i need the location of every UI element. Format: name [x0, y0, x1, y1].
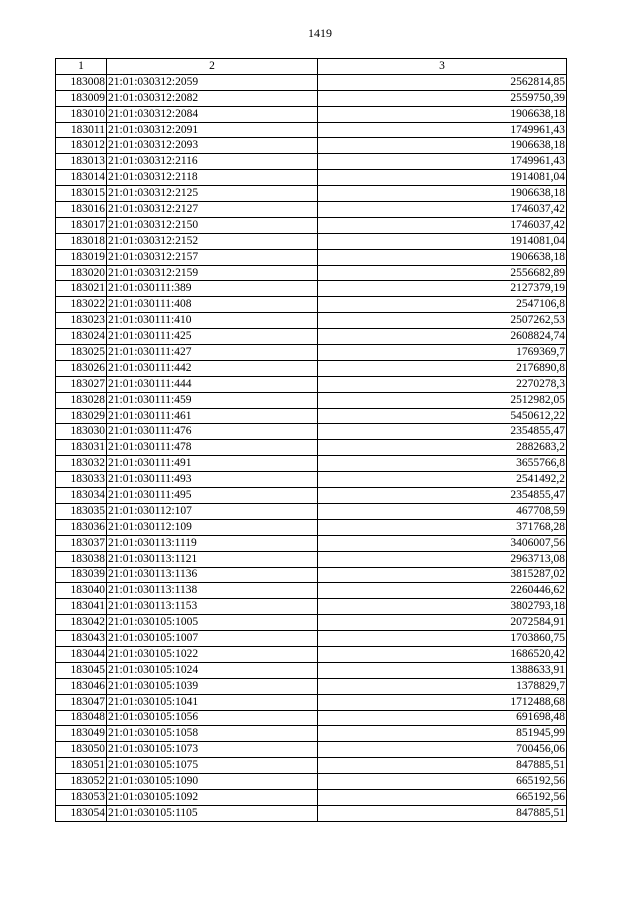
- cadastral-number-cell: 21:01:030111:408: [107, 297, 318, 313]
- table-row: [56, 519, 567, 535]
- value-cell: 1906638,18: [318, 138, 567, 154]
- row-number-cell: 183033: [56, 472, 107, 488]
- header-row: [56, 59, 567, 75]
- cadastral-number-cell: 21:01:030312:2150: [107, 217, 318, 233]
- table-row: [56, 217, 567, 233]
- row-number-cell: 183049: [56, 726, 107, 742]
- value-cell: 3655766,8: [318, 456, 567, 472]
- table-row: [56, 599, 567, 615]
- row-number-cell: 183041: [56, 599, 107, 615]
- value-cell: 1703860,75: [318, 631, 567, 647]
- cadastral-number-cell: 21:01:030105:1105: [107, 805, 318, 821]
- value-cell: 371768,28: [318, 519, 567, 535]
- row-number-cell: 183039: [56, 567, 107, 583]
- table-row: [56, 281, 567, 297]
- row-number-cell: 183044: [56, 646, 107, 662]
- cadastral-number-cell: 21:01:030312:2082: [107, 90, 318, 106]
- cadastral-number-cell: 21:01:030105:1075: [107, 758, 318, 774]
- cadastral-number-cell: 21:01:030105:1007: [107, 631, 318, 647]
- table-row: [56, 710, 567, 726]
- row-number-cell: 183038: [56, 551, 107, 567]
- cadastral-number-cell: 21:01:030111:476: [107, 424, 318, 440]
- table-row: [56, 74, 567, 90]
- row-number-cell: 183053: [56, 789, 107, 805]
- value-cell: 665192,56: [318, 789, 567, 805]
- cadastral-number-cell: 21:01:030111:425: [107, 329, 318, 345]
- table-row: [56, 313, 567, 329]
- value-cell: 847885,51: [318, 805, 567, 821]
- value-cell: 3802793,18: [318, 599, 567, 615]
- value-cell: 1914081,04: [318, 170, 567, 186]
- cadastral-number-cell: 21:01:030105:1024: [107, 662, 318, 678]
- cadastral-number-cell: 21:01:030105:1092: [107, 789, 318, 805]
- table-row: [56, 297, 567, 313]
- cadastral-number-cell: 21:01:030113:1136: [107, 567, 318, 583]
- table-row: [56, 265, 567, 281]
- table-row: [56, 615, 567, 631]
- value-cell: 1906638,18: [318, 249, 567, 265]
- table-row: [56, 503, 567, 519]
- row-number-cell: 183027: [56, 376, 107, 392]
- row-number-cell: 183047: [56, 694, 107, 710]
- value-cell: 2072584,91: [318, 615, 567, 631]
- row-number-cell: 183018: [56, 233, 107, 249]
- value-cell: 2176890,8: [318, 360, 567, 376]
- cadastral-number-cell: 21:01:030112:109: [107, 519, 318, 535]
- cadastral-number-cell: 21:01:030111:493: [107, 472, 318, 488]
- value-cell: 1906638,18: [318, 186, 567, 202]
- table-row: [56, 233, 567, 249]
- value-cell: 2608824,74: [318, 329, 567, 345]
- table-row: [56, 329, 567, 345]
- cadastral-number-cell: 21:01:030105:1041: [107, 694, 318, 710]
- cadastral-number-cell: 21:01:030111:459: [107, 392, 318, 408]
- column-header-number: 1: [56, 59, 107, 75]
- column-header-value: 3: [318, 59, 567, 75]
- value-cell: 2556682,89: [318, 265, 567, 281]
- row-number-cell: 183026: [56, 360, 107, 376]
- table-row: [56, 567, 567, 583]
- cadastral-number-cell: 21:01:030111:410: [107, 313, 318, 329]
- table-row: [56, 789, 567, 805]
- cadastral-number-cell: 21:01:030312:2091: [107, 122, 318, 138]
- table-row: [56, 662, 567, 678]
- table-row: [56, 742, 567, 758]
- table-row: [56, 488, 567, 504]
- row-number-cell: 183034: [56, 488, 107, 504]
- row-number-cell: 183045: [56, 662, 107, 678]
- cadastral-number-cell: 21:01:030111:461: [107, 408, 318, 424]
- table-row: [56, 408, 567, 424]
- value-cell: 2270278,3: [318, 376, 567, 392]
- cadastral-number-cell: 21:01:030105:1073: [107, 742, 318, 758]
- row-number-cell: 183012: [56, 138, 107, 154]
- value-cell: 2354855,47: [318, 488, 567, 504]
- row-number-cell: 183022: [56, 297, 107, 313]
- cadastral-number-cell: 21:01:030312:2118: [107, 170, 318, 186]
- cadastral-number-cell: 21:01:030105:1022: [107, 646, 318, 662]
- row-number-cell: 183015: [56, 186, 107, 202]
- cadastral-number-cell: 21:01:030111:478: [107, 440, 318, 456]
- row-number-cell: 183050: [56, 742, 107, 758]
- cadastral-number-cell: 21:01:030312:2116: [107, 154, 318, 170]
- cadastral-number-cell: 21:01:030111:491: [107, 456, 318, 472]
- row-number-cell: 183052: [56, 774, 107, 790]
- value-cell: 2354855,47: [318, 424, 567, 440]
- cadastral-number-cell: 21:01:030312:2157: [107, 249, 318, 265]
- table-row: [56, 774, 567, 790]
- row-number-cell: 183035: [56, 503, 107, 519]
- value-cell: 2541492,2: [318, 472, 567, 488]
- table-row: [56, 424, 567, 440]
- cadastral-number-cell: 21:01:030105:1058: [107, 726, 318, 742]
- value-cell: 2127379,19: [318, 281, 567, 297]
- value-cell: 2260446,62: [318, 583, 567, 599]
- cadastral-number-cell: 21:01:030113:1153: [107, 599, 318, 615]
- table-row: [56, 472, 567, 488]
- value-cell: 2507262,53: [318, 313, 567, 329]
- page-number: 1419: [308, 26, 332, 40]
- row-number-cell: 183028: [56, 392, 107, 408]
- table-row: [56, 154, 567, 170]
- row-number-cell: 183040: [56, 583, 107, 599]
- cadastral-number-cell: 21:01:030111:389: [107, 281, 318, 297]
- value-cell: 5450612,22: [318, 408, 567, 424]
- row-number-cell: 183051: [56, 758, 107, 774]
- value-cell: 2512982,05: [318, 392, 567, 408]
- cadastral-number-cell: 21:01:030111:427: [107, 345, 318, 361]
- cadastral-number-cell: 21:01:030111:495: [107, 488, 318, 504]
- table-row: [56, 646, 567, 662]
- row-number-cell: 183019: [56, 249, 107, 265]
- value-cell: 467708,59: [318, 503, 567, 519]
- cadastral-number-cell: 21:01:030113:1138: [107, 583, 318, 599]
- table-row: [56, 805, 567, 821]
- table-row: [56, 122, 567, 138]
- row-number-cell: 183048: [56, 710, 107, 726]
- row-number-cell: 183021: [56, 281, 107, 297]
- row-number-cell: 183025: [56, 345, 107, 361]
- value-cell: 1749961,43: [318, 122, 567, 138]
- value-cell: 1769369,7: [318, 345, 567, 361]
- table-row: [56, 758, 567, 774]
- cadastral-number-cell: 21:01:030105:1056: [107, 710, 318, 726]
- value-cell: 1749961,43: [318, 154, 567, 170]
- table-row: [56, 440, 567, 456]
- table-row: [56, 90, 567, 106]
- table-row: [56, 678, 567, 694]
- table-row: [56, 360, 567, 376]
- row-number-cell: 183030: [56, 424, 107, 440]
- cadastral-number-cell: 21:01:030312:2059: [107, 74, 318, 90]
- table-row: [56, 345, 567, 361]
- row-number-cell: 183009: [56, 90, 107, 106]
- value-cell: 2882683,2: [318, 440, 567, 456]
- value-cell: 700456,06: [318, 742, 567, 758]
- cadastral-number-cell: 21:01:030312:2159: [107, 265, 318, 281]
- value-cell: 2559750,39: [318, 90, 567, 106]
- value-cell: 3815287,02: [318, 567, 567, 583]
- value-cell: 1388633,91: [318, 662, 567, 678]
- cadastral-number-cell: 21:01:030113:1121: [107, 551, 318, 567]
- value-cell: 1746037,42: [318, 217, 567, 233]
- cadastral-number-cell: 21:01:030105:1090: [107, 774, 318, 790]
- cadastral-number-cell: 21:01:030312:2084: [107, 106, 318, 122]
- table-row: [56, 392, 567, 408]
- table-row: [56, 583, 567, 599]
- row-number-cell: 183008: [56, 74, 107, 90]
- cadastral-number-cell: 21:01:030111:444: [107, 376, 318, 392]
- table-header: [56, 59, 567, 75]
- row-number-cell: 183036: [56, 519, 107, 535]
- table-row: [56, 535, 567, 551]
- value-cell: 847885,51: [318, 758, 567, 774]
- row-number-cell: 183020: [56, 265, 107, 281]
- registry-table: [55, 58, 567, 822]
- value-cell: 2963713,08: [318, 551, 567, 567]
- table-row: [56, 376, 567, 392]
- cadastral-number-cell: 21:01:030105:1005: [107, 615, 318, 631]
- row-number-cell: 183017: [56, 217, 107, 233]
- value-cell: 2547106,8: [318, 297, 567, 313]
- row-number-cell: 183043: [56, 631, 107, 647]
- table-row: [56, 456, 567, 472]
- row-number-cell: 183037: [56, 535, 107, 551]
- row-number-cell: 183023: [56, 313, 107, 329]
- cadastral-number-cell: 21:01:030312:2127: [107, 202, 318, 218]
- row-number-cell: 183032: [56, 456, 107, 472]
- row-number-cell: 183010: [56, 106, 107, 122]
- value-cell: 665192,56: [318, 774, 567, 790]
- value-cell: 1686520,42: [318, 646, 567, 662]
- table-row: [56, 249, 567, 265]
- value-cell: 1712488,68: [318, 694, 567, 710]
- table-row: [56, 726, 567, 742]
- column-header-cadastral: 2: [107, 59, 318, 75]
- row-number-cell: 183024: [56, 329, 107, 345]
- row-number-cell: 183054: [56, 805, 107, 821]
- table-row: [56, 551, 567, 567]
- table-row: [56, 631, 567, 647]
- row-number-cell: 183046: [56, 678, 107, 694]
- value-cell: 851945,99: [318, 726, 567, 742]
- table-row: [56, 694, 567, 710]
- row-number-cell: 183042: [56, 615, 107, 631]
- cadastral-number-cell: 21:01:030105:1039: [107, 678, 318, 694]
- value-cell: 1906638,18: [318, 106, 567, 122]
- value-cell: 1914081,04: [318, 233, 567, 249]
- value-cell: 691698,48: [318, 710, 567, 726]
- row-number-cell: 183011: [56, 122, 107, 138]
- cadastral-number-cell: 21:01:030312:2125: [107, 186, 318, 202]
- table-body: [56, 74, 567, 821]
- row-number-cell: 183031: [56, 440, 107, 456]
- row-number-cell: 183016: [56, 202, 107, 218]
- value-cell: 1378829,7: [318, 678, 567, 694]
- cadastral-number-cell: 21:01:030312:2152: [107, 233, 318, 249]
- cadastral-number-cell: 21:01:030111:442: [107, 360, 318, 376]
- row-number-cell: 183029: [56, 408, 107, 424]
- table-row: [56, 186, 567, 202]
- value-cell: 1746037,42: [318, 202, 567, 218]
- table-row: [56, 202, 567, 218]
- table-row: [56, 138, 567, 154]
- row-number-cell: 183014: [56, 170, 107, 186]
- row-number-cell: 183013: [56, 154, 107, 170]
- cadastral-number-cell: 21:01:030112:107: [107, 503, 318, 519]
- cadastral-number-cell: 21:01:030113:1119: [107, 535, 318, 551]
- value-cell: 3406007,56: [318, 535, 567, 551]
- table-row: [56, 106, 567, 122]
- cadastral-number-cell: 21:01:030312:2093: [107, 138, 318, 154]
- table-row: [56, 170, 567, 186]
- value-cell: 2562814,85: [318, 74, 567, 90]
